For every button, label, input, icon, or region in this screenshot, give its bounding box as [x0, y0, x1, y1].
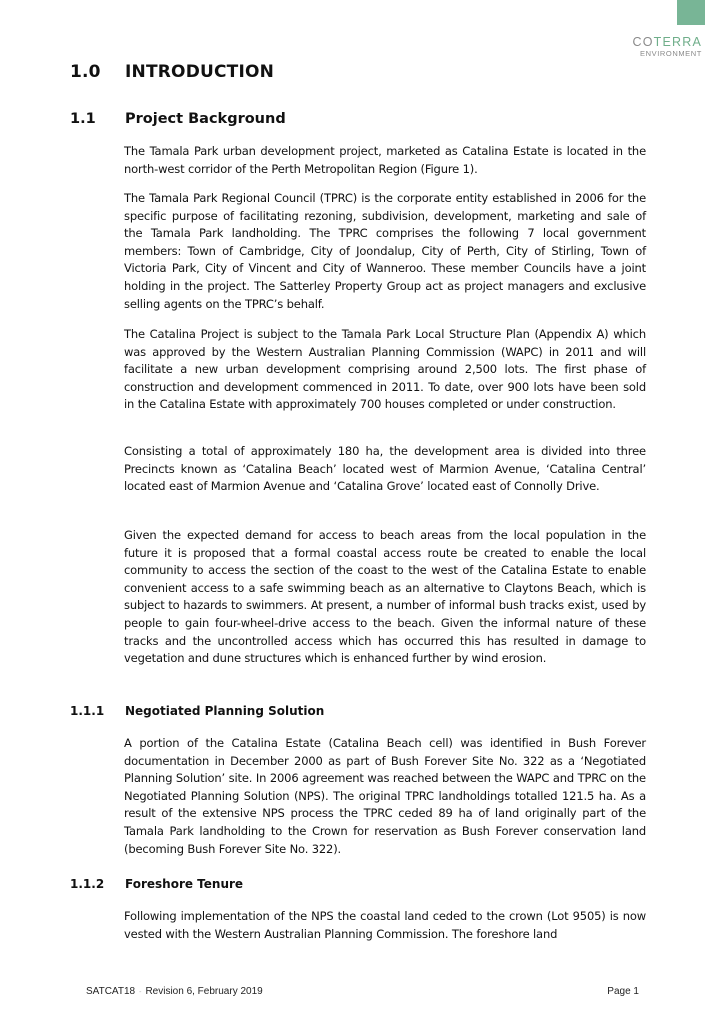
- paragraph-negotiated-planning: A portion of the Catalina Estate (Catalina Beach cell) was identified in Bush Forever documentation in December 2000 as part of Bush Forever Site No. 322 as a ‘Negotiated Planning Solution’ site. In 2006 agreement was reached between the WAPC and TPRC on the Negotiated Planning Solution (NPS). The original TPRC landholdings totalled 121.5 ha. As a result of the extensive NPS process the TPRC ceded 89 ha of land originally part of the Tamala Park landholding to the Crown for reservation as Bush Forever conservation land (becoming Bush Forever Site No. 322).: [124, 736, 646, 856]
- paragraph-foreshore-tenure: Following implementation of the NPS the coastal land ceded to the crown (Lot 9505) is now vested with the Western Australian Planning Commission. The foreshore land: [124, 909, 646, 941]
- section-heading-1-0: 1.0 INTRODUCTION: [70, 62, 275, 82]
- paragraph-catalina-project: The Catalina Project is subject to the Tamala Park Local Structure Plan (Appendix A) which was approved by the Western Australian Planning Commission (WAPC) in 2011 and will facilitate a new urban development comprising around 2,500 lots. The first phase of construction and development commenced in 2011. To date, over 900 lots have been sold in the Catalina Estate with approximately 700 houses completed or under construction.: [124, 327, 646, 412]
- footer-doc-id: SATCAT18: [86, 986, 136, 997]
- section-heading-1-1: 1.1 Project Background: [70, 111, 286, 127]
- page-footer: [86, 986, 639, 997]
- paragraph-beach-access: Given the expected demand for access to beach areas from the local population in the future it is proposed that a formal coastal access route be created to enable the local community to access the section of the coast to the west of the Catalina Estate to enable convenient access to a safe swimming beach as an alternative to Claytons Beach, which is subject to hazards to swimmers. At present, a number of informal bush tracks exist, used by people to gain four-wheel-drive access to the beach. Given the informal nature of these tracks and the uncontrolled access which has occurred this has resulted in damage to vegetation and dune structures which is enhanced further by wind erosion.: [124, 528, 646, 666]
- paragraph-location: The Tamala Park urban development project, marketed as Catalina Estate is located in the north-west corridor of the Perth Metropolitan Region (Figure 1).: [124, 144, 646, 176]
- footer-separator: -: [139, 989, 142, 996]
- logo-subtitle: ENVIRONMENT: [639, 49, 702, 58]
- footer-page-number: Page 1: [607, 986, 639, 997]
- section-heading-1-1-2: 1.1.2 Foreshore Tenure: [70, 877, 244, 891]
- paragraph-precincts: Consisting a total of approximately 180 ha, the development area is divided into three Precincts known as ‘Catalina Beach’ located west of Marmion Avenue, ‘Catalina Central’ located east of Marmion Avenue and ‘Catalina Grove’ located east of Connolly Drive.: [124, 444, 646, 494]
- paragraph-tprc: The Tamala Park Regional Council (TPRC) is the corporate entity established in 2006 for the specific purpose of facilitating rezoning, subdivision, development, marketing and sale of the Tamala Park landholding. The TPRC comprises the following 7 local government members: Town of Cambridge, City of Joondalup, City of Perth, City of Stirling, Town of Victoria Park, City of Vincent and City of Wanneroo. These member Councils have a joint holding in the project. The Satterley Property Group act as project managers and exclusive selling agents on the TPRC’s behalf.: [124, 191, 646, 311]
- footer-revision: Revision 6, February 2019: [145, 986, 263, 997]
- section-heading-1-1-1: 1.1.1 Negotiated Planning Solution: [70, 704, 325, 718]
- corner-accent-block: [677, 0, 705, 25]
- coterra-logo: [632, 36, 702, 58]
- logo-wordmark: COTERRA: [632, 35, 702, 49]
